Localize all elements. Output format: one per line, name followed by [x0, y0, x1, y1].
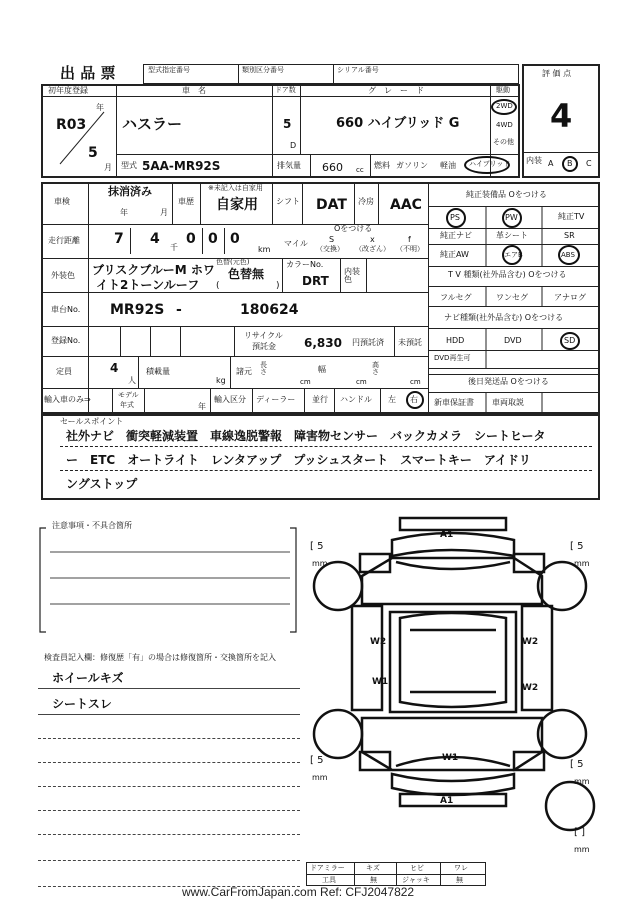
- unknown: （不明）: [396, 245, 424, 253]
- capacity-unit: 人: [128, 376, 136, 385]
- mark-s: S: [329, 235, 335, 244]
- tv-analog: アナログ: [554, 293, 586, 302]
- width-cm: cm: [356, 378, 367, 386]
- ac-value: AAC: [390, 197, 422, 213]
- interior-label: 内装: [526, 156, 542, 165]
- mileage-digit-3: 0: [186, 231, 196, 247]
- equip-sr: SR: [564, 231, 575, 240]
- inspection-year: 年: [120, 208, 128, 217]
- car-damage-diagram: [300, 512, 600, 852]
- tire-fl-unit: mm: [312, 559, 328, 568]
- ac-label: 冷房: [358, 197, 374, 206]
- drive-other: その他: [493, 138, 514, 146]
- model-year-label-1: モデル: [118, 391, 139, 399]
- disp-value: 660: [322, 161, 343, 174]
- color-change-value: 色替無: [228, 267, 265, 281]
- height-cm: cm: [410, 378, 421, 386]
- equip-tv: 純正TV: [558, 212, 585, 221]
- tv-oneseg: ワンセグ: [496, 293, 528, 302]
- car-name: ハスラー: [122, 115, 183, 133]
- sales-points-line-2: ー ETC オートライト レンタアップ プッシュスタート スマートキー アイドリ: [66, 453, 531, 467]
- tire-fl: [ 5: [310, 541, 324, 552]
- header-id-box: [143, 64, 519, 84]
- recycle-label-1: リサイクル: [244, 331, 283, 340]
- note-item-2: シートスレ: [52, 697, 112, 711]
- handle-left: 左: [388, 395, 396, 404]
- tire-fr: [ 5: [570, 541, 584, 552]
- inspection-value: 抹消済み: [108, 185, 152, 198]
- load-label: 積載量: [146, 367, 170, 376]
- diagram-w1-left: W1: [372, 677, 389, 687]
- color-no-label: カラーNo.: [286, 260, 324, 269]
- history-value: 自家用: [216, 197, 258, 213]
- reg-year: R03: [56, 117, 87, 133]
- drive-2wd: 2WD: [496, 102, 513, 110]
- mark-f: f: [408, 235, 411, 244]
- diagram-w2-left: W2: [370, 637, 387, 647]
- disp-label: 排気量: [277, 161, 301, 170]
- height-label: 高さ: [372, 361, 379, 376]
- color-no: DRT: [302, 274, 329, 288]
- shift-value: DAT: [316, 197, 347, 213]
- legend-door-mirror: ドアミラー: [310, 864, 345, 872]
- history-label: 車歴: [178, 197, 194, 206]
- caution-bracket: [38, 521, 302, 636]
- mark-x: x: [370, 235, 375, 244]
- mileage-label: 走行距離: [48, 236, 80, 245]
- reg-month-unit: 月: [104, 163, 112, 172]
- chassis-no: 180624: [240, 302, 299, 318]
- diagram-a1-top: A1: [440, 530, 454, 540]
- doors-value: 5: [283, 117, 292, 131]
- inspection-month: 月: [160, 208, 168, 217]
- dvd-play: DVD再生可: [434, 354, 471, 362]
- circle-note: Oをつける: [334, 224, 373, 233]
- class-no-label: 類別区分番号: [242, 66, 284, 74]
- diagram-w2-right-lower: W2: [522, 683, 539, 693]
- navi-dvd: DVD: [504, 336, 522, 345]
- shift-label: シフト: [276, 197, 300, 206]
- equipment-grid: [428, 206, 600, 414]
- handle-right: 右: [410, 395, 418, 404]
- length-cm: cm: [300, 378, 311, 386]
- equip-ps: PS: [450, 213, 460, 222]
- chassis-model: MR92S: [110, 302, 165, 318]
- mileage-digit-1: 7: [114, 231, 124, 247]
- recycle-paid: 円預託済: [352, 338, 384, 347]
- equip-warranty: 新車保証書: [434, 398, 474, 407]
- diagram-w2-right: W2: [522, 637, 539, 647]
- load-unit: kg: [216, 376, 226, 385]
- history-note: ※未記入は自家用: [208, 184, 263, 192]
- serial-label: シリアル番号: [337, 66, 379, 74]
- color-label: 外装色: [51, 271, 75, 280]
- fuel-diesel: 軽油: [440, 161, 456, 170]
- equip-ab: エアB: [504, 251, 523, 259]
- equip-abs: ABS: [561, 251, 575, 259]
- tv-type-label: T V 種類(社外品含む) Oをつける: [448, 270, 567, 279]
- tire-rl: [ 5: [310, 755, 324, 766]
- reg-month: 5: [88, 145, 98, 161]
- width-label: 幅: [318, 365, 326, 374]
- disp-unit: cc: [356, 166, 364, 174]
- navi-type-label: ナビ種類(社外品含む) Oをつける: [444, 313, 564, 322]
- mileage-digit-5: 0: [230, 231, 240, 247]
- dims-label: 諸元: [236, 367, 252, 376]
- recycle-label-2: 預託金: [252, 342, 276, 351]
- interior-b: B: [567, 159, 573, 168]
- model-label: 型式: [121, 161, 137, 170]
- regno-label: 登録No.: [51, 336, 81, 345]
- legend-tool: 工具: [322, 876, 336, 884]
- watermark: www.CarFromJapan.com Ref: CFJ2047822: [182, 885, 415, 899]
- recycle-value: 6,830: [304, 336, 342, 350]
- legend-none-2: 無: [456, 876, 463, 884]
- tire-fr-unit: mm: [574, 559, 590, 568]
- first-reg-label: 初年度登録: [48, 86, 88, 95]
- interior-c: C: [586, 159, 592, 168]
- mileage-digit-4: 0: [208, 231, 218, 247]
- chassis-dash: -: [176, 302, 182, 318]
- mileage-km: km: [258, 245, 271, 254]
- drive-label: 駆動: [496, 86, 510, 94]
- capacity-label: 定員: [56, 367, 72, 376]
- equip-aw: 純正AW: [440, 250, 469, 259]
- genuine-label: 純正装備品 Oをつける: [466, 190, 547, 199]
- sales-points-line-1: 社外ナビ 衝突軽減装置 車線逸脱警報 障害物センサー バックカメラ シートヒータ: [66, 429, 546, 443]
- capacity-value: 4: [110, 361, 119, 375]
- paren-open: (: [216, 281, 220, 291]
- note-item-1: ホイールキズ: [52, 671, 124, 685]
- fuel-gas: ガソリン: [396, 161, 428, 170]
- equip-manual: 車両取説: [492, 398, 524, 407]
- modified: （改ざん）: [355, 245, 390, 253]
- legend-ware: ワレ: [454, 864, 468, 872]
- reg-year-unit: 年: [96, 103, 104, 112]
- paren-close: ): [276, 281, 280, 291]
- legend-hibi: ヒビ: [410, 864, 424, 872]
- sales-points-label: セールスポイント: [60, 417, 124, 426]
- inspector-label: 検査員記入欄：修復歴「有」の場合は修復箇所・交換箇所を記入: [44, 653, 276, 662]
- tire-spare: [ ]: [574, 827, 585, 838]
- equip-navi: 純正ナビ: [440, 231, 472, 240]
- import-label: 輸入車のみ⇒: [44, 395, 91, 404]
- length-label: 長さ: [260, 361, 267, 376]
- color-value-1: ブリスクブルーM ホワ: [92, 263, 215, 277]
- tire-rr-unit: mm: [574, 777, 590, 786]
- chassis-label: 車台No.: [51, 305, 81, 314]
- parallel: 並行: [312, 395, 328, 404]
- replaced: （交換）: [316, 245, 344, 253]
- model-year-label-2: 年式: [120, 401, 134, 409]
- tire-rl-unit: mm: [312, 773, 328, 782]
- int-color-label: 内装色: [344, 267, 360, 284]
- color-value-2: イト2トーンルーフ: [96, 278, 200, 292]
- mileage-sen: 千: [170, 243, 178, 252]
- grade-label: グ レ ー ド: [368, 86, 424, 95]
- recycle-unpaid: 未預託: [398, 338, 422, 347]
- interior-a: A: [548, 159, 554, 168]
- equip-pw: PW: [505, 213, 518, 222]
- score-label: 評 価 点: [542, 69, 572, 78]
- type-no-label: 型式指定番号: [148, 66, 190, 74]
- model-year-unit: 年: [198, 402, 206, 411]
- navi-sd: SD: [564, 336, 576, 345]
- tire-rr: [ 5: [570, 759, 584, 770]
- mileage-digit-2: 4: [150, 231, 160, 247]
- legend-none-1: 無: [370, 876, 377, 884]
- inspection-label: 車検: [54, 197, 70, 206]
- aftermarket-label: 後日発送品 Oをつける: [468, 377, 549, 386]
- drive-4wd: 4WD: [496, 121, 513, 129]
- color-change-label: 色替(元色): [216, 258, 250, 266]
- sales-points-line-3: ングストップ: [66, 477, 138, 491]
- legend-kizu: キズ: [366, 864, 380, 872]
- fuel-hybrid: ハイブリッド: [469, 160, 511, 168]
- import-type-label: 輸入区分: [214, 395, 246, 404]
- form-title: 出 品 票: [60, 64, 116, 82]
- navi-hdd: HDD: [446, 336, 465, 345]
- handle-label: ハンドル: [340, 395, 372, 404]
- mile-label: マイル: [284, 239, 308, 248]
- fuel-label: 燃料: [374, 161, 390, 170]
- caution-label: 注意事項・不具合箇所: [52, 521, 132, 530]
- doors-unit: D: [290, 141, 297, 150]
- doors-label: ドア数: [275, 86, 296, 94]
- score-value: 4: [550, 97, 573, 135]
- dealer: ディーラー: [256, 395, 296, 404]
- equip-leather: 革シート: [496, 231, 528, 240]
- legend-jack: ジャッキ: [402, 876, 430, 884]
- diagram-w1-bottom: W1: [442, 753, 459, 763]
- tv-fullseg: フルセグ: [440, 293, 472, 302]
- grade-value: 660 ハイブリッド G: [336, 116, 460, 131]
- diagram-a1-bottom: A1: [440, 796, 454, 806]
- tire-spare-unit: mm: [574, 845, 590, 854]
- car-name-label: 車 名: [182, 86, 206, 95]
- model-value: 5AA-MR92S: [142, 159, 221, 173]
